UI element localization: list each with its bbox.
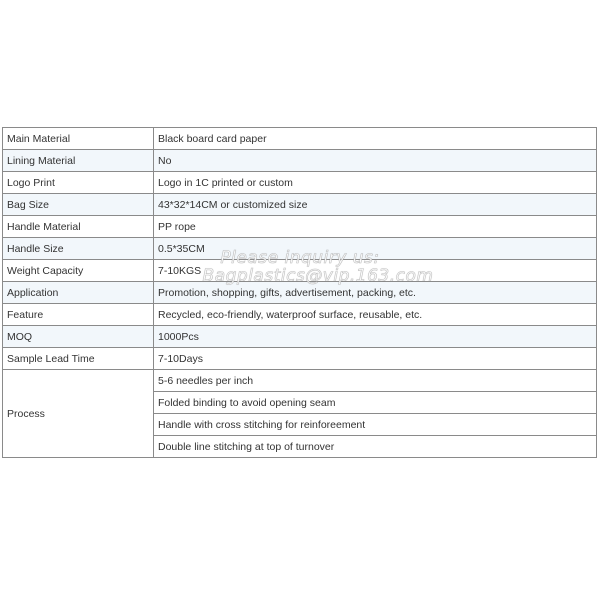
table-row	[3, 238, 597, 260]
table-row	[3, 326, 597, 348]
spec-label: Bag Size	[3, 194, 154, 216]
table-row	[3, 260, 597, 282]
spec-value: 7-10Days	[154, 348, 597, 370]
process-step: Double line stitching at top of turnover	[154, 436, 597, 458]
watermark-text: Please inquiry us:	[220, 248, 380, 268]
spec-label: Weight Capacity	[3, 260, 154, 282]
spec-label: Sample Lead Time	[3, 348, 154, 370]
table-row	[3, 282, 597, 304]
spec-label: Lining Material	[3, 150, 154, 172]
process-row	[3, 370, 597, 392]
spec-table	[2, 127, 597, 458]
process-label: Process	[3, 370, 154, 458]
table-row	[3, 150, 597, 172]
table-row	[3, 348, 597, 370]
spec-value: 1000Pcs	[154, 326, 597, 348]
watermark-text: Bagplastics@vip.163.com	[202, 266, 434, 286]
spec-label: Feature	[3, 304, 154, 326]
table-row	[3, 194, 597, 216]
process-step: Handle with cross stitching for reinforeement	[154, 414, 597, 436]
table-row	[3, 128, 597, 150]
spec-value: Black board card paper	[154, 128, 597, 150]
spec-value: 0.5*35CM	[154, 238, 597, 260]
spec-value: Recycled, eco-friendly, waterproof surface, reusable, etc.	[154, 304, 597, 326]
table-row	[3, 172, 597, 194]
spec-value: No	[154, 150, 597, 172]
table-row	[3, 304, 597, 326]
spec-value: 43*32*14CM or customized size	[154, 194, 597, 216]
spec-value: Promotion, shopping, gifts, advertisement, packing, etc.	[154, 282, 597, 304]
process-step: 5-6 needles per inch	[154, 370, 597, 392]
spec-label: MOQ	[3, 326, 154, 348]
spec-value: Logo in 1C printed or custom	[154, 172, 597, 194]
spec-label: Application	[3, 282, 154, 304]
spec-value: PP rope	[154, 216, 597, 238]
spec-value: 7-10KGS	[154, 260, 597, 282]
process-step: Folded binding to avoid opening seam	[154, 392, 597, 414]
spec-label: Handle Material	[3, 216, 154, 238]
spec-label: Main Material	[3, 128, 154, 150]
spec-label: Logo Print	[3, 172, 154, 194]
spec-label: Handle Size	[3, 238, 154, 260]
table-row	[3, 216, 597, 238]
